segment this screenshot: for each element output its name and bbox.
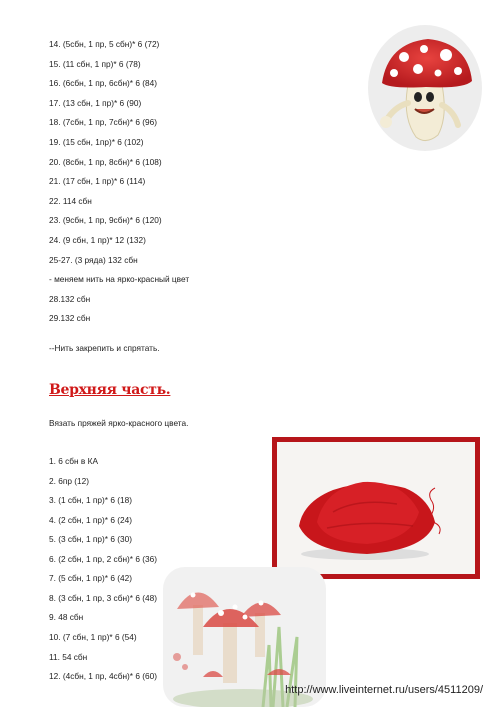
pattern-row-bottom-6: 6. (2 сбн, 1 пр, 2 сбн)* 6 (36) xyxy=(49,553,158,564)
pattern-row-top-1: 14. (5сбн, 1 пр, 5 сбн)* 6 (72) xyxy=(49,39,160,49)
pattern-row-top-9: 22. 114 сбн xyxy=(49,195,92,206)
pattern-row-top-8: 21. (17 сбн, 1 пр)* 6 (114) xyxy=(49,176,146,187)
pattern-row-top-14: 28.132 сбн xyxy=(49,293,91,304)
pattern-row-top-11: 24. (9 сбн, 1 пр)* 12 (132) xyxy=(49,235,146,245)
pattern-row-bottom-7: 7. (5 сбн, 1 пр)* 6 (42) xyxy=(49,573,132,584)
pattern-row-bottom-5: 5. (3 сбн, 1 пр)* 6 (30) xyxy=(49,534,132,545)
pattern-row-top-7: 20. (8сбн, 1 пр, 8сбн)* 6 (108) xyxy=(49,156,162,167)
pattern-row-bottom-2: 2. 6пр (12) xyxy=(49,475,90,486)
pattern-row-top-3: 16. (6сбн, 1 пр, 6сбн)* 6 (84) xyxy=(49,78,158,89)
pattern-row-bottom-12: 12. (4сбн, 1 пр, 4сбн)* 6 (60) xyxy=(49,671,158,682)
pattern-row-top-13: - меняем нить на ярко-красный цвет xyxy=(49,274,190,285)
pattern-row-top-15: 29.132 сбн xyxy=(49,313,91,324)
pattern-row-top-2: 15. (11 сбн, 1 пр)* 6 (78) xyxy=(49,58,141,69)
pattern-row-bottom-8: 8. (3 сбн, 1 пр, 3 сбн)* 6 (48) xyxy=(49,592,158,603)
pattern-row-bottom-3: 3. (1 сбн, 1 пр)* 6 (18) xyxy=(49,495,132,506)
pattern-row-top-6: 19. (15 сбн, 1пр)* 6 (102) xyxy=(49,137,144,147)
mushroom-character-icon xyxy=(368,25,482,151)
pattern-row-top-4: 17. (13 сбн, 1 пр)* 6 (90) xyxy=(49,97,142,108)
section-heading: Верхняя часть. xyxy=(49,382,171,398)
footer-url[interactable]: http://www.liveinternet.ru/users/4511209/ xyxy=(285,684,483,696)
pattern-row-bottom-10: 10. (7 сбн, 1 пр)* 6 (54) xyxy=(49,631,137,642)
pattern-row-top-5: 18. (7сбн, 1 пр, 7сбн)* 6 (96) xyxy=(49,117,158,128)
pattern-row-bottom-9: 9. 48 сбн xyxy=(49,612,84,623)
pattern-row-top-12: 25-27. (3 ряда) 132 сбн xyxy=(49,254,138,265)
red-crochet-hat-photo xyxy=(272,437,480,579)
pattern-row-top-10: 23. (9сбн, 1 пр, 9сбн)* 6 (120) xyxy=(49,215,162,226)
pattern-row-bottom-11: 11. 54 сбн xyxy=(49,651,88,662)
section-intro: Вязать пряжей ярко-красного цвета. xyxy=(49,418,189,428)
pattern-row-bottom-4: 4. (2 сбн, 1 пр)* 6 (24) xyxy=(49,514,132,525)
pattern-row-bottom-1: 1. 6 сбн в КА xyxy=(49,456,99,466)
finish-note: --Нить закрепить и спрятать. xyxy=(49,343,160,353)
